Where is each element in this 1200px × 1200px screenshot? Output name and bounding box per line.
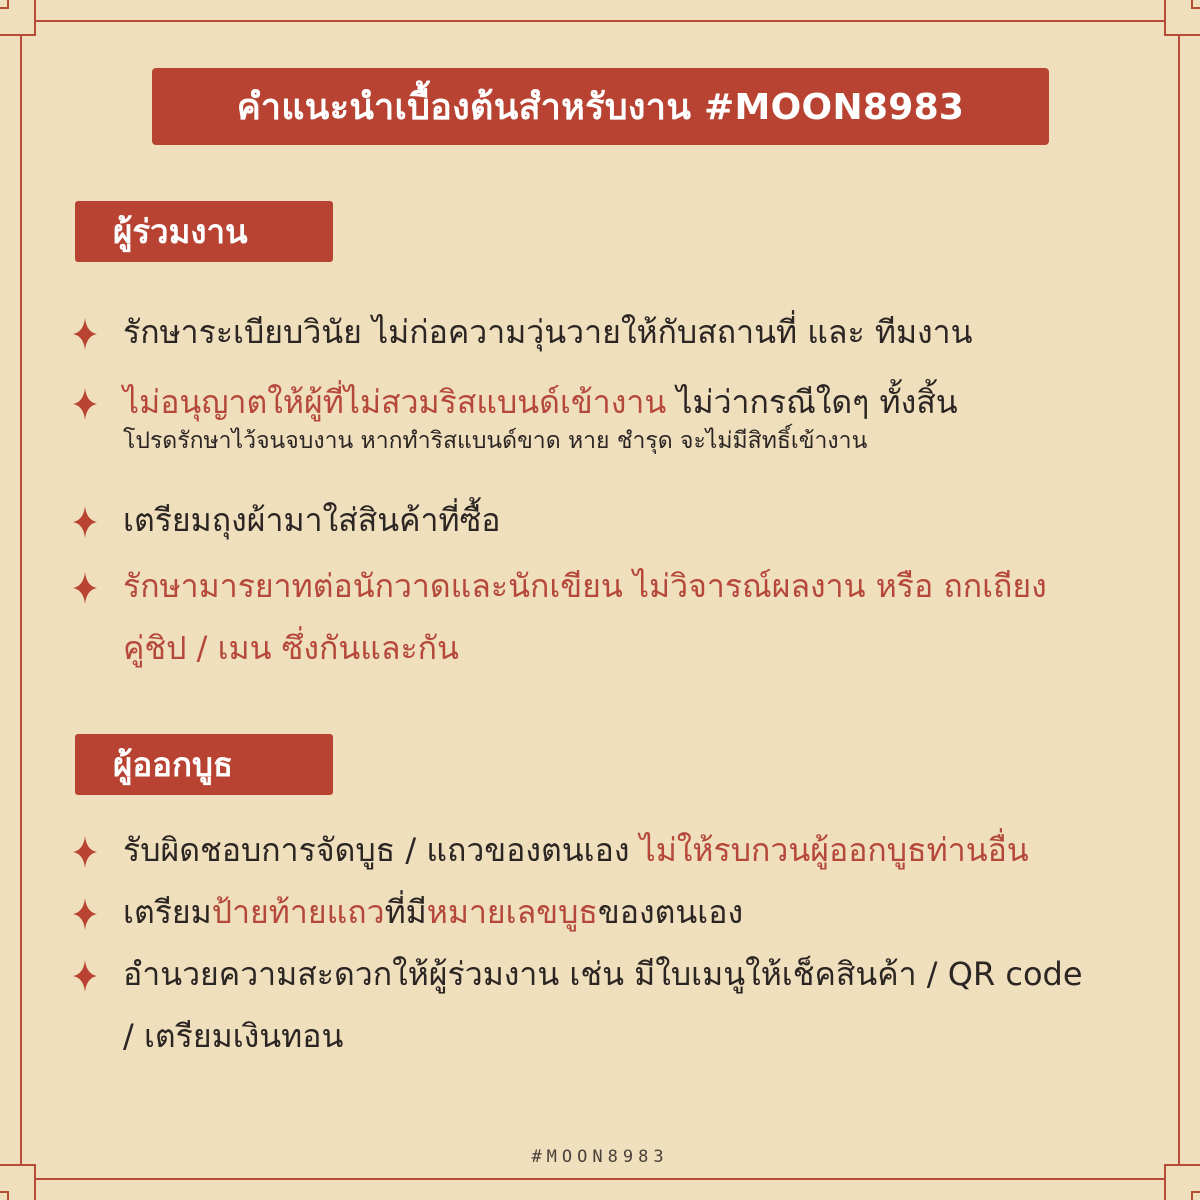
list-item xyxy=(123,892,1130,932)
title-banner xyxy=(152,68,1049,145)
list-item xyxy=(123,830,1130,870)
item-text: รับผิดชอบการจัดบูธ / แถวของตนเอง xyxy=(123,831,640,869)
frame-right-line xyxy=(1178,55,1180,1145)
item-text-line2: คู่ชิป / เมน ซึ่งกันและกัน xyxy=(123,629,459,667)
page-title: คำแนะนำเบื้องต้นสำหรับงาน #MOON8983 xyxy=(236,87,965,128)
four-point-star-icon xyxy=(73,960,97,992)
list-item xyxy=(123,500,1130,540)
item-highlight: ไม่ให้รบกวนผู้ออกบูธท่านอื่น xyxy=(639,831,1029,869)
item-highlight: หมายเลขบูธ xyxy=(426,893,598,931)
four-point-star-icon xyxy=(73,836,97,868)
item-text-part: ของตนเอง xyxy=(597,893,744,931)
four-point-star-icon xyxy=(73,572,97,604)
four-point-star-icon xyxy=(73,898,97,930)
four-point-star-icon xyxy=(73,506,97,538)
list-item xyxy=(123,954,1130,1056)
list-item xyxy=(123,382,1130,456)
item-line xyxy=(123,382,1130,422)
item-text-line1: อำนวยความสะดวกให้ผู้ร่วมงาน เช่น มีใบเมนูให้เช็คสินค้า / QR code xyxy=(123,955,1083,993)
item-line xyxy=(123,830,1130,870)
frame-bottom-line xyxy=(55,1178,1145,1180)
item-text-line1: รักษามารยาทต่อนักวาดและนักเขียน ไม่วิจารณ์ผลงาน หรือ ถกเถียง xyxy=(123,567,1047,605)
four-point-star-icon xyxy=(73,388,97,420)
item-line xyxy=(123,892,1130,932)
list-item xyxy=(123,566,1130,668)
item-text: รักษาระเบียบวินัย ไม่ก่อความวุ่นวายให้กับสถานที่ และ ทีมงาน xyxy=(123,313,973,351)
item-text-part: ที่มี xyxy=(384,893,427,931)
item-text: ไม่ว่ากรณีใดๆ ทั้งสิ้น xyxy=(666,383,958,421)
section-heading-exhibitors xyxy=(75,734,333,795)
four-point-star-icon xyxy=(73,318,97,350)
section-heading-label: ผู้ร่วมงาน xyxy=(113,212,248,251)
footer-hashtag: #MOON8983 xyxy=(531,1147,669,1167)
item-text-part: เตรียม xyxy=(123,893,212,931)
section-heading-label: ผู้ออกบูธ xyxy=(113,745,234,784)
item-highlight: ไม่อนุญาตให้ผู้ที่ไม่สวมริสแบนด์เข้างาน xyxy=(123,383,667,421)
corner-ornament-top-left xyxy=(0,0,60,60)
list-item xyxy=(123,312,1130,352)
item-text-line2: / เตรียมเงินทอน xyxy=(123,1017,344,1055)
section-heading-attendees xyxy=(75,201,333,262)
item-subtext: โปรดรักษาไว้จนจบงาน หากทำริสแบนด์ขาด หาย ชำรุด จะไม่มีสิทธิ์เข้างาน xyxy=(123,428,868,454)
item-text: เตรียมถุงผ้ามาใส่สินค้าที่ซื้อ xyxy=(123,501,501,539)
frame-top-line xyxy=(55,20,1145,22)
frame-left-line xyxy=(20,55,22,1145)
corner-ornament-top-right xyxy=(1140,0,1200,60)
item-highlight: ป้ายท้ายแถว xyxy=(211,893,385,931)
